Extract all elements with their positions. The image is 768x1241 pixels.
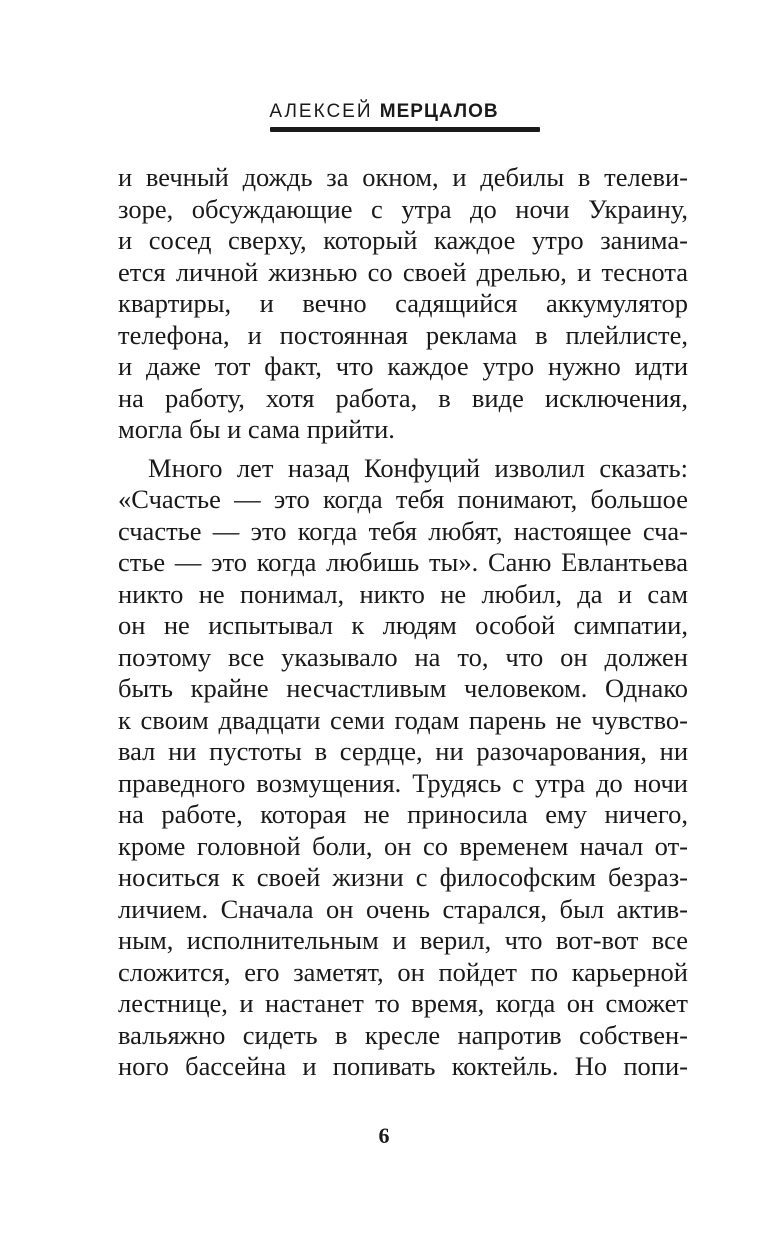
text-line: ного бассейна и попивать коктейль. Но попи- [118,1051,688,1081]
paragraph-2 [118,453,688,1083]
text-line: квартиры, и вечно садящийся аккумулятор [118,288,688,318]
text-line: вал ни пустоты в сердце, ни разочарования, ни [118,736,688,766]
text-line: кроме головной боли, он со временем начал от- [118,830,688,861]
running-head [0,100,768,124]
text-line: ется личной жизнью со своей дрелью, и теснота [118,256,688,287]
text-line: носиться к своей жизни с философским безраз- [118,862,688,892]
text-line: праведного возмущения. Трудясь с утра до ночи [118,767,688,798]
text-line: он не испытывал к людям особой симпатии, [118,610,688,640]
body-text [118,162,688,1083]
text-line: телефона, и постоянная реклама в плейлисте, [118,319,688,350]
author-last-name: МЕРЦАЛОВ [379,101,499,122]
header-rule [270,127,540,132]
text-line: личием. Сначала он очень старался, был актив- [118,893,688,924]
text-line: на работе, которая не приносила ему ничего, [118,799,688,829]
page-number: 6 [378,1123,390,1148]
text-line: могла бы и сама прийти. [118,414,395,444]
text-line: счастье — это когда тебя любят, настоящее сча- [118,515,688,546]
text-line: поэтому все указывало на то, что он должен [118,641,688,672]
text-line: и даже тот факт, что каждое утро нужно идти [118,351,688,381]
paragraph-1 [118,162,688,446]
text-line: на работу, хотя работа, в виде исключения, [118,382,688,413]
text-line: и вечный дождь за окном, и дебилы в телеви- [118,162,688,192]
text-line: к своим двадцати семи годам парень не чувство- [118,704,688,735]
text-line: «Счастье — это когда тебя понимают, большое [118,484,688,514]
text-line: никто не понимал, никто не любил, да и сам [118,578,688,609]
text-line: вальяжно сидеть в кресле напротив собствен- [118,1019,688,1050]
text-line: зоре, обсуждающие с утра до ночи Украину, [118,193,688,224]
author-first-name: АЛЕКСЕЙ [269,101,373,122]
text-line: быть крайне несчастливым человеком. Однако [118,673,688,703]
text-line: сложится, его заметят, он пойдет по карьерной [118,956,688,987]
text-line: ным, исполнительным и верил, что вот-вот все [118,925,688,955]
text-line: стье — это когда любишь ты». Саню Евлантьева [118,547,688,577]
text-line: лестнице, и настанет то время, когда он сможет [118,988,688,1018]
text-line: Много лет назад Конфуций изволил сказать: [148,452,688,483]
text-line: и сосед сверху, который каждое утро занима- [118,225,688,255]
